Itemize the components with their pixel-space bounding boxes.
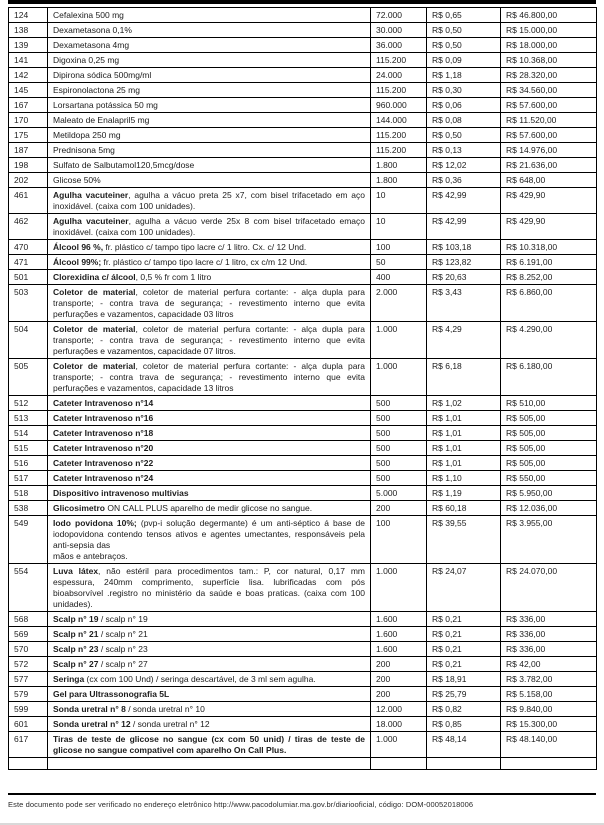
- item-description-rest: Digoxina 0,25 mg: [53, 54, 120, 65]
- item-description-bold: Sonda uretral n° 12: [53, 718, 131, 729]
- item-id: 570: [9, 642, 48, 657]
- item-quantity: 10: [371, 188, 427, 214]
- table-row: [9, 173, 597, 188]
- item-description-bold: Coletor de material: [53, 323, 136, 334]
- item-unit-price: R$ 0,30: [427, 83, 501, 98]
- item-description-bold: Scalp n° 23: [53, 643, 99, 654]
- item-total-price: R$ 429,90: [501, 188, 597, 214]
- item-total-price: R$ 336,00: [501, 627, 597, 642]
- table-row: [9, 687, 597, 702]
- item-quantity: 200: [371, 672, 427, 687]
- item-quantity: 960.000: [371, 98, 427, 113]
- item-id: 599: [9, 702, 48, 717]
- item-description-bold: Glicosimetro: [53, 502, 105, 513]
- item-quantity: 1.000: [371, 732, 427, 758]
- item-id: 470: [9, 240, 48, 255]
- item-id: 124: [9, 8, 48, 23]
- item-unit-price: R$ 0,08: [427, 113, 501, 128]
- item-unit-price: R$ 1,02: [427, 396, 501, 411]
- item-id: 501: [9, 270, 48, 285]
- item-quantity: 115.200: [371, 53, 427, 68]
- table-row: [9, 143, 597, 158]
- item-id: 198: [9, 158, 48, 173]
- item-total-price: R$ 57.600,00: [501, 98, 597, 113]
- item-total-price: R$ 505,00: [501, 426, 597, 441]
- item-total-price: R$ 4.290,00: [501, 322, 597, 359]
- item-id: 202: [9, 173, 48, 188]
- item-id: 579: [9, 687, 48, 702]
- table-row: [9, 359, 597, 396]
- verification-footer: [8, 793, 596, 809]
- table-row: [9, 471, 597, 486]
- item-total-price: R$ 10.318,00: [501, 240, 597, 255]
- item-quantity: 12.000: [371, 702, 427, 717]
- item-quantity: 144.000: [371, 113, 427, 128]
- item-unit-price: R$ 42,99: [427, 214, 501, 240]
- item-total-price: R$ 550,00: [501, 471, 597, 486]
- item-unit-price: R$ 1,01: [427, 426, 501, 441]
- item-unit-price: [427, 758, 501, 770]
- item-unit-price: R$ 0,82: [427, 702, 501, 717]
- item-id: 515: [9, 441, 48, 456]
- item-id: 617: [9, 732, 48, 758]
- item-quantity: 100: [371, 240, 427, 255]
- item-unit-price: R$ 42,99: [427, 188, 501, 214]
- item-description-rest: / scalp n° 21: [98, 628, 148, 639]
- item-description-rest: Espironolactona 25 mg: [53, 84, 140, 95]
- item-description-bold: Dispositivo intravenoso multivias: [53, 487, 189, 498]
- item-quantity: [371, 758, 427, 770]
- item-unit-price: R$ 1,01: [427, 411, 501, 426]
- item-description-bold: Cateter Intravenoso n°16: [53, 412, 154, 423]
- item-unit-price: R$ 123,82: [427, 255, 501, 270]
- item-unit-price: R$ 0,13: [427, 143, 501, 158]
- item-total-price: R$ 3.782,00: [501, 672, 597, 687]
- table-row: [9, 285, 597, 322]
- item-quantity: 50: [371, 255, 427, 270]
- item-quantity: 200: [371, 501, 427, 516]
- item-description-bold: Clorexidina c/ álcool: [53, 271, 136, 282]
- item-description-rest: ON CALL PLUS aparelho de medir glicose no sangue.: [104, 502, 313, 513]
- item-description-rest: , coletor de material perfura cortante: - alça dupla para transporte; - contra trava de segurança; - revestimento interno que evita perfurações e vazamentos, capacidade 13 litros: [53, 360, 365, 393]
- item-description-rest: Dexametasona 0,1%: [53, 24, 132, 35]
- item-total-price: R$ 24.070,00: [501, 564, 597, 612]
- item-description-rest: Prednisona 5mg: [53, 144, 115, 155]
- item-total-price: R$ 28.320,00: [501, 68, 597, 83]
- item-quantity: 36.000: [371, 38, 427, 53]
- item-id: 601: [9, 717, 48, 732]
- item-quantity: 5.000: [371, 486, 427, 501]
- item-unit-price: R$ 39,55: [427, 516, 501, 564]
- item-id: 138: [9, 23, 48, 38]
- table-row: [9, 501, 597, 516]
- previous-row-cutoff-bar: [8, 0, 596, 4]
- item-quantity: 24.000: [371, 68, 427, 83]
- item-quantity: 400: [371, 270, 427, 285]
- item-id: 461: [9, 188, 48, 214]
- item-id: 503: [9, 285, 48, 322]
- item-description-rest: Maleato de Enalapril5 mg: [53, 114, 150, 125]
- item-description-rest: (cx com 100 Und) / seringa descartável, de 3 ml sem agulha.: [84, 673, 316, 684]
- item-unit-price: R$ 60,18: [427, 501, 501, 516]
- item-unit-price: R$ 0,09: [427, 53, 501, 68]
- item-unit-price: R$ 0,65: [427, 8, 501, 23]
- table-row: [9, 486, 597, 501]
- item-total-price: R$ 10.368,00: [501, 53, 597, 68]
- item-quantity: 1.000: [371, 322, 427, 359]
- item-description-rest: , coletor de material perfura cortante: - alça dupla para transporte; - contra trava de segurança; - revestimento interno que evita perfurações e vazamentos, capacidade 03 litros: [53, 286, 365, 319]
- item-quantity: 1.800: [371, 173, 427, 188]
- item-unit-price: R$ 0,36: [427, 173, 501, 188]
- item-description-rest: / sonda uretral n° 12: [130, 718, 210, 729]
- item-unit-price: R$ 48,14: [427, 732, 501, 758]
- item-total-price: R$ 46.800,00: [501, 8, 597, 23]
- item-description-bold: Tiras de teste de glicose no sangue (cx com 50 unid) / tiras de teste de glicose no sangue compativel com aparelho On Call Plus.: [53, 733, 365, 755]
- item-id: 513: [9, 411, 48, 426]
- item-id: 516: [9, 456, 48, 471]
- item-total-price: R$ 48.140,00: [501, 732, 597, 758]
- item-description-bold: Gel para Ultrassonografia 5L: [53, 688, 170, 699]
- item-quantity: 500: [371, 471, 427, 486]
- item-unit-price: R$ 1,10: [427, 471, 501, 486]
- table-row: [9, 240, 597, 255]
- table-row: [9, 158, 597, 173]
- item-quantity: 1.600: [371, 612, 427, 627]
- table-row: [9, 23, 597, 38]
- item-total-price: R$ 6.180,00: [501, 359, 597, 396]
- item-description-rest: Lorsartana potássica 50 mg: [53, 99, 158, 110]
- item-quantity: 1.000: [371, 359, 427, 396]
- item-id: 145: [9, 83, 48, 98]
- item-description-rest: Dexametasona 4mg: [53, 39, 130, 50]
- item-id: 568: [9, 612, 48, 627]
- item-total-price: R$ 648,00: [501, 173, 597, 188]
- item-unit-price: R$ 20,63: [427, 270, 501, 285]
- item-id: 514: [9, 426, 48, 441]
- table-row: [9, 758, 597, 770]
- table-row: [9, 564, 597, 612]
- item-total-price: R$ 15.300,00: [501, 717, 597, 732]
- item-unit-price: R$ 0,50: [427, 128, 501, 143]
- table-row: [9, 516, 597, 564]
- item-description-bold: Álcool 96 %,: [53, 241, 104, 252]
- item-unit-price: R$ 0,21: [427, 627, 501, 642]
- item-unit-price: R$ 1,01: [427, 456, 501, 471]
- item-total-price: R$ 6.860,00: [501, 285, 597, 322]
- item-unit-price: R$ 1,19: [427, 486, 501, 501]
- item-quantity: 72.000: [371, 8, 427, 23]
- item-id: 577: [9, 672, 48, 687]
- item-id: 572: [9, 657, 48, 672]
- item-unit-price: R$ 0,85: [427, 717, 501, 732]
- table-row: [9, 657, 597, 672]
- item-description-bold: Cateter Intravenoso n°18: [53, 427, 154, 438]
- table-row: [9, 53, 597, 68]
- table-row: [9, 214, 597, 240]
- item-quantity: 1.800: [371, 158, 427, 173]
- table-row: [9, 441, 597, 456]
- table-row: [9, 396, 597, 411]
- item-description-bold: Coletor de material: [53, 286, 136, 297]
- item-description-rest: , coletor de material perfura cortante: - alça dupla para transporte; - contra trava de segurança; - revestimento interno que evita perfurações e vazamentos, capacidade 07 litros.: [53, 323, 365, 356]
- item-unit-price: R$ 0,21: [427, 642, 501, 657]
- item-description-rest: Cefalexina 500 mg: [53, 9, 124, 20]
- item-id: 518: [9, 486, 48, 501]
- item-unit-price: R$ 0,06: [427, 98, 501, 113]
- item-description-rest: Glicose 50%: [53, 174, 101, 185]
- item-description-rest: / scalp n° 19: [98, 613, 148, 624]
- table-row: [9, 38, 597, 53]
- item-id: 141: [9, 53, 48, 68]
- item-total-price: R$ 5.950,00: [501, 486, 597, 501]
- item-quantity: 1.600: [371, 627, 427, 642]
- item-quantity: 1.600: [371, 642, 427, 657]
- item-description-rest: / sonda uretral n° 10: [125, 703, 205, 714]
- item-description-bold: Scalp n° 21: [53, 628, 99, 639]
- item-quantity: 200: [371, 687, 427, 702]
- item-total-price: R$ 6.191,00: [501, 255, 597, 270]
- item-quantity: 500: [371, 411, 427, 426]
- item-unit-price: R$ 4,29: [427, 322, 501, 359]
- item-total-price: R$ 18.000,00: [501, 38, 597, 53]
- item-id: 549: [9, 516, 48, 564]
- item-total-price: R$ 9.840,00: [501, 702, 597, 717]
- item-total-price: R$ 505,00: [501, 411, 597, 426]
- item-id: 517: [9, 471, 48, 486]
- item-id: 139: [9, 38, 48, 53]
- table-row: [9, 411, 597, 426]
- item-quantity: 500: [371, 426, 427, 441]
- verification-text: Este documento pode ser verificado no endereço eletrônico http://www.pacodolumiar.ma.gov.br/diariooficial, código: DOM-00052018006: [8, 800, 474, 809]
- table-row: [9, 672, 597, 687]
- table-row: [9, 113, 597, 128]
- table-row: [9, 188, 597, 214]
- table-row: [9, 270, 597, 285]
- table-row: [9, 128, 597, 143]
- item-description-rest: , agulha a vácuo preta 25 x7, com bisel trifacetado em aço inoxidável. (caixa com 100 unidades).: [53, 189, 366, 211]
- item-quantity: 500: [371, 396, 427, 411]
- item-total-price: [501, 758, 597, 770]
- item-quantity: 500: [371, 456, 427, 471]
- item-unit-price: R$ 0,50: [427, 23, 501, 38]
- item-quantity: 10: [371, 214, 427, 240]
- item-quantity: 30.000: [371, 23, 427, 38]
- item-description-bold: Cateter Intravenoso n°14: [53, 397, 154, 408]
- item-description-bold: Cateter Intravenoso n°22: [53, 457, 154, 468]
- table-row: [9, 627, 597, 642]
- item-description-rest: / scalp n° 27: [98, 658, 148, 669]
- item-id: 462: [9, 214, 48, 240]
- item-description-rest: Metildopa 250 mg: [53, 129, 121, 140]
- item-total-price: R$ 11.520,00: [501, 113, 597, 128]
- table-row: [9, 612, 597, 627]
- item-quantity: 2.000: [371, 285, 427, 322]
- item-description-bold: Coletor de material: [53, 360, 136, 371]
- table-row: [9, 255, 597, 270]
- item-unit-price: R$ 0,21: [427, 657, 501, 672]
- item-unit-price: R$ 0,50: [427, 38, 501, 53]
- item-unit-price: R$ 12,02: [427, 158, 501, 173]
- item-description-rest: , 0,5 % fr com 1 litro: [135, 271, 212, 282]
- table-row: [9, 322, 597, 359]
- item-id: 505: [9, 359, 48, 396]
- item-description-bold: Luva látex: [53, 565, 99, 576]
- item-id: 175: [9, 128, 48, 143]
- item-description-rest: / scalp n° 23: [98, 643, 148, 654]
- item-description-rest: Dipirona sódica 500mg/ml: [53, 69, 152, 80]
- item-unit-price: R$ 1,18: [427, 68, 501, 83]
- table-row: [9, 456, 597, 471]
- item-total-price: R$ 8.252,00: [501, 270, 597, 285]
- item-total-price: R$ 34.560,00: [501, 83, 597, 98]
- item-total-price: R$ 510,00: [501, 396, 597, 411]
- item-unit-price: R$ 25,79: [427, 687, 501, 702]
- item-id: [9, 758, 48, 770]
- item-quantity: 115.200: [371, 83, 427, 98]
- table-row: [9, 426, 597, 441]
- item-total-price: R$ 336,00: [501, 642, 597, 657]
- item-description-bold: Scalp n° 27: [53, 658, 99, 669]
- item-id: 167: [9, 98, 48, 113]
- item-description-bold: Cateter Intravenoso n°24: [53, 472, 154, 483]
- item-description-bold: Agulha vacuteiner: [53, 189, 129, 200]
- item-id: 170: [9, 113, 48, 128]
- item-total-price: R$ 21.636,00: [501, 158, 597, 173]
- item-unit-price: R$ 6,18: [427, 359, 501, 396]
- item-description-bold: Álcool 99%;: [53, 256, 102, 267]
- item-total-price: R$ 505,00: [501, 441, 597, 456]
- table-row: [9, 8, 597, 23]
- item-total-price: R$ 42,00: [501, 657, 597, 672]
- item-quantity: 1.000: [371, 564, 427, 612]
- table-row: [9, 717, 597, 732]
- item-id: 504: [9, 322, 48, 359]
- item-unit-price: R$ 3,43: [427, 285, 501, 322]
- item-quantity: 115.200: [371, 143, 427, 158]
- item-id: 187: [9, 143, 48, 158]
- item-id: 471: [9, 255, 48, 270]
- item-total-price: R$ 12.036,00: [501, 501, 597, 516]
- item-id: 554: [9, 564, 48, 612]
- item-quantity: 200: [371, 657, 427, 672]
- table-row: [9, 732, 597, 758]
- item-total-price: R$ 505,00: [501, 456, 597, 471]
- item-unit-price: R$ 18,91: [427, 672, 501, 687]
- table-row: [9, 83, 597, 98]
- item-description-rest: Sulfato de Salbutamol120,5mcg/dose: [53, 159, 195, 170]
- item-description-bold: Seringa: [53, 673, 85, 684]
- item-total-price: R$ 3.955,00: [501, 516, 597, 564]
- item-id: 142: [9, 68, 48, 83]
- item-description-rest: , agulha a vácuo verde 25x 8 com bisel trifacetado emaço inoxidável. (caixa com 100 unidades).: [53, 215, 365, 237]
- item-description-bold: Sonda uretral n° 8: [53, 703, 126, 714]
- item-description-rest: (pvp-i solução degermante) é um anti-séptico á base de iodopovidona contendo tensos ativos e agentes umectantes, responsáveis pela anti-sepsia das mãos e antebraços.: [53, 517, 366, 561]
- item-description-rest: fr. plástico c/ tampo tipo lacre c/ 1 litro. Cx. c/ 12 Und.: [103, 241, 307, 252]
- item-unit-price: R$ 103,18: [427, 240, 501, 255]
- item-description-rest: , não estéril para procedimentos tam.: P, cor natural, 0,17 mm espessura, 240mm comprimento, superfície lisa. lubrificadas com pós bioabsorvível .registro no ministério da saúde e boas praticas. (caixa com 100 unidades).: [53, 565, 365, 609]
- table-row: [9, 702, 597, 717]
- item-quantity: 115.200: [371, 128, 427, 143]
- item-id: 538: [9, 501, 48, 516]
- item-quantity: 100: [371, 516, 427, 564]
- item-description-rest: fr. plástico c/ tampo tipo lacre c/ 1 litro, cx c/m 12 Und.: [101, 256, 308, 267]
- item-total-price: R$ 15.000,00: [501, 23, 597, 38]
- item-id: 569: [9, 627, 48, 642]
- items-table-body: [9, 8, 597, 770]
- item-total-price: R$ 336,00: [501, 612, 597, 627]
- item-total-price: R$ 14.976,00: [501, 143, 597, 158]
- item-description-bold: Iodo povidona 10%;: [53, 517, 137, 528]
- table-row: [9, 642, 597, 657]
- procurement-items-table: [8, 7, 597, 770]
- table-row: [9, 98, 597, 113]
- item-id: 512: [9, 396, 48, 411]
- item-description-bold: Cateter Intravenoso n°20: [53, 442, 154, 453]
- item-unit-price: R$ 1,01: [427, 441, 501, 456]
- item-unit-price: R$ 0,21: [427, 612, 501, 627]
- item-quantity: 500: [371, 441, 427, 456]
- table-row: [9, 68, 597, 83]
- item-description-bold: Agulha vacuteiner: [53, 215, 129, 226]
- item-total-price: R$ 57.600,00: [501, 128, 597, 143]
- item-quantity: 18.000: [371, 717, 427, 732]
- item-description-bold: Scalp n° 19: [53, 613, 99, 624]
- item-total-price: R$ 5.158,00: [501, 687, 597, 702]
- item-unit-price: R$ 24,07: [427, 564, 501, 612]
- item-total-price: R$ 429,90: [501, 214, 597, 240]
